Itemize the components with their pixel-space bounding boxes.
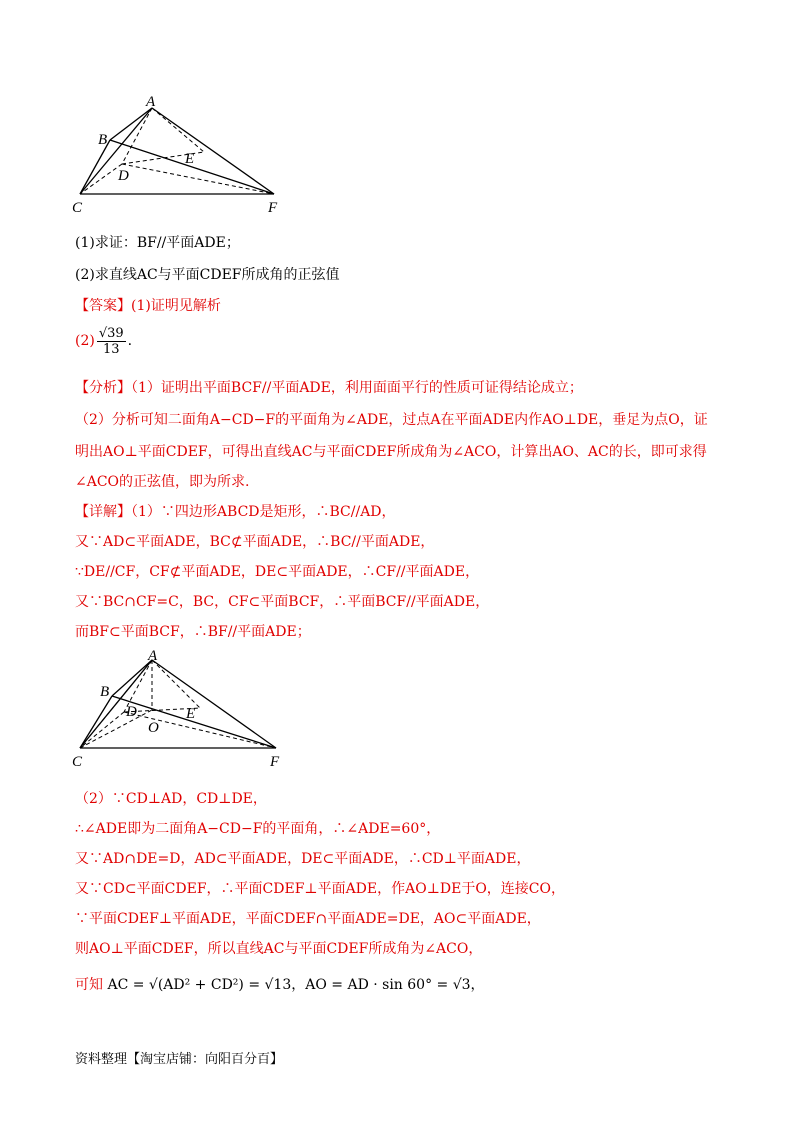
analysis-line-3: 明出AO⊥平面CDEF，可得出直线AC与平面CDEF所成角为∠ACO，计算出AO、AC的长，即可求得	[75, 444, 707, 460]
question-2: (2)求直线AC与平面CDEF所成角的正弦值	[75, 267, 340, 283]
fig2-label-f: F	[270, 754, 280, 770]
fig1-label-f: F	[268, 200, 278, 215]
footer-text: 资料整理【淘宝店铺：向阳百分百】	[75, 1052, 284, 1067]
fig2-label-d: D	[126, 704, 137, 720]
detail1-line-5: 而BF⊂平面BCF，∴BF//平面ADE；	[75, 624, 311, 640]
fig1-label-e: E	[185, 151, 195, 167]
detail2-line-7-prefix: 可知	[75, 977, 103, 993]
analysis-line-1: 【分析】（1）证明出平面BCF//平面ADE，利用面面平行的性质可证得结论成立；	[75, 380, 583, 396]
analysis-line-2: （2）分析可知二面角A−CD−F的平面角为∠ADE，过点A在平面ADE内作AO⊥DE，垂足为点O，证	[75, 412, 708, 428]
answer-2-numerator: √39	[98, 325, 124, 341]
fig2-label-c: C	[72, 754, 83, 770]
detail2-line-2: ∴∠ADE即为二面角A−CD−F的平面角，∴∠ADE=60°，	[75, 821, 441, 837]
fig2-label-b: B	[100, 684, 110, 700]
fig1-label-a: A	[146, 94, 156, 110]
detail1-line-1: 【详解】（1）∵四边形ABCD是矩形，∴BC//AD，	[75, 504, 396, 520]
answer-2-prefix: (2)	[75, 333, 95, 349]
fig1-label-b: B	[98, 132, 108, 148]
figure-2	[60, 648, 300, 773]
detail1-line-4: 又∵BC∩CF=C，BC，CF⊂平面BCF，∴平面BCF//平面ADE，	[75, 594, 490, 610]
question-1: (1)求证：BF//平面ADE；	[75, 235, 240, 251]
detail2-line-7-formula: AC = √(AD² + CD²) = √13，AO = AD · sin 60° = √3，	[107, 977, 485, 993]
detail2-line-4: 又∵CD⊂平面CDEF，∴平面CDEF⊥平面ADE，作AO⊥DE于O，连接CO，	[75, 881, 565, 897]
fig2-label-e: E	[186, 706, 196, 722]
detail1-line-2: 又∵AD⊂平面ADE，BC⊄平面ADE，∴BC//平面ADE，	[75, 534, 435, 550]
detail1-line-3: ∵DE//CF，CF⊄平面ADE，DE⊂平面ADE，∴CF//平面ADE，	[75, 564, 480, 580]
analysis-line-4: ∠ACO的正弦值，即为所求.	[75, 474, 250, 490]
detail2-line-5: ∵平面CDEF⊥平面ADE，平面CDEF∩平面ADE=DE，AO⊂平面ADE，	[75, 911, 541, 927]
answer-line-2	[75, 325, 132, 357]
answer-line-1: 【答案】(1)证明见解析	[75, 298, 221, 314]
answer-2-denominator: 13	[102, 341, 120, 357]
fig1-label-d: D	[118, 168, 129, 184]
detail2-line-1: （2）∵CD⊥AD，CD⊥DE，	[75, 791, 267, 807]
answer-2-suffix: .	[127, 333, 133, 349]
detail2-line-3: 又∵AD∩DE=D，AD⊂平面ADE，DE⊂平面ADE，∴CD⊥平面ADE，	[75, 851, 531, 867]
fig2-label-a: A	[148, 648, 158, 664]
figure-1	[60, 90, 300, 215]
detail2-line-7	[75, 975, 485, 995]
fig2-label-o: O	[148, 720, 159, 736]
answer-2-fraction	[97, 326, 126, 357]
detail2-line-6: 则AO⊥平面CDEF，所以直线AC与平面CDEF所成角为∠ACO，	[75, 941, 483, 957]
fig1-label-c: C	[72, 200, 83, 215]
